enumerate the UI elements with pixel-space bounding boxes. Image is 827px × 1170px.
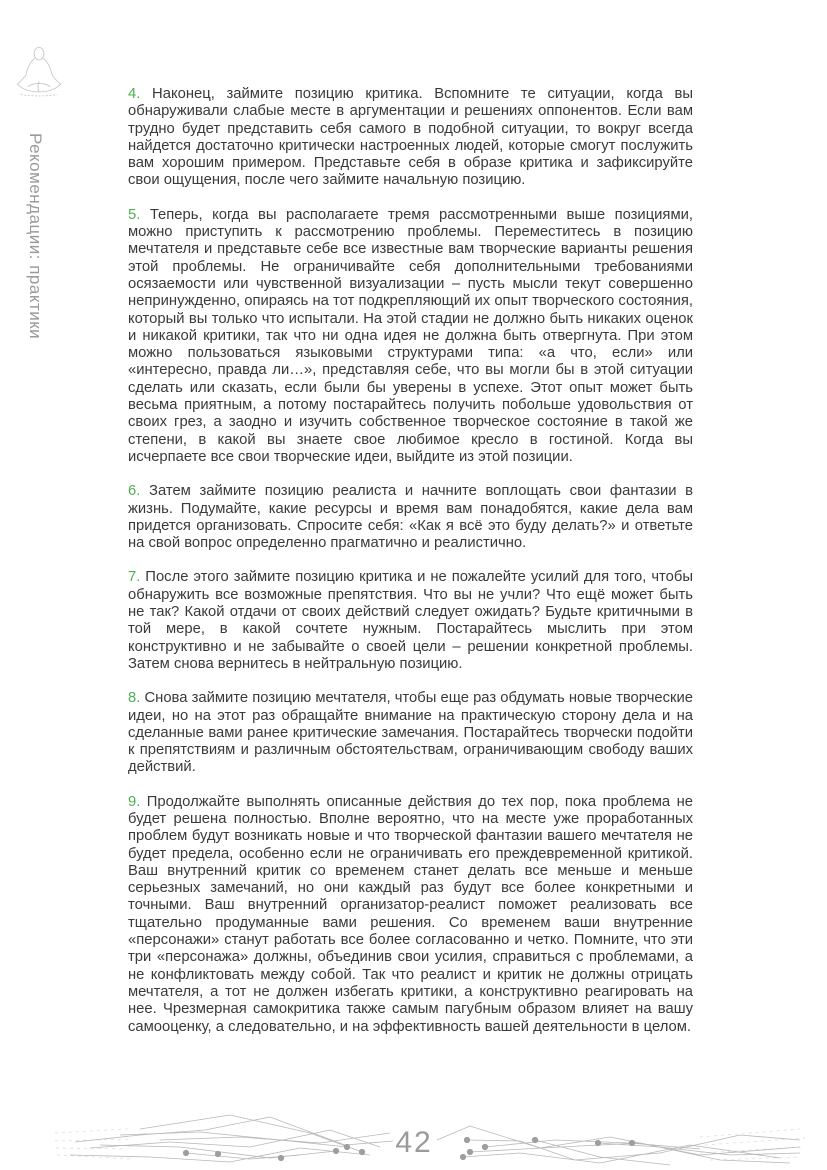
paragraph-number: 9. <box>128 793 141 810</box>
paragraph-number: 8. <box>128 690 141 707</box>
paragraph <box>128 207 693 466</box>
paragraph-number: 6. <box>128 483 141 500</box>
paragraph-number: 7. <box>128 569 141 586</box>
paragraph <box>128 86 693 190</box>
paragraph-text: Наконец, займите позицию критика. Вспомните те ситуации, когда вы обнаруживали слабые месте в аргументации и решениях оппонентов. Если вам трудно будет представить себя самого в подобной ситуации, то вокруг всегда найдется достаточно критически настроенных людей, которые смогут послужить вам хорошим примером. Представьте себя в образе критика и зафиксируйте свои ощущения, после чего займите начальную позицию. <box>128 86 693 189</box>
paragraph <box>128 483 693 552</box>
paragraph-number: 4. <box>128 86 141 102</box>
meditation-icon <box>12 44 66 102</box>
paragraph <box>128 794 693 1036</box>
paragraph <box>128 690 693 776</box>
paragraph-text: Продолжайте выполнять описанные действия до тех пор, пока проблема не будет решена полностью. Вполне вероятно, что на месте уже проработанных проблем будут возникать новые и что творческой фантазии вашего мечтателя не будет предела, особенно если не ограничивать его преждевременной критикой. Ваш внутренний критик со временем станет делать все меньше и меньше серьезных замечаний, но они каждый раз будут все более конкретными и точными. Ваш внутренний организатор-реалист поможет реализовать все тщательно продуманные вами решения. Со временем ваши внутренние «персонажи» станут работать все более согласованно и четко. Помните, что эти три «персонажа» должны, объединив свои усилия, справиться с проблемами, а не конфликтовать между собой. Так что реалист и критик не должны отрицать мечтателя, а тот не должен избегать критики, а конструктивно реагировать на нее. Чрезмерная самокритика также самым пагубным образом влияет на вашу самооценку, а следовательно, и на эффективность вашей деятельности в целом. <box>128 793 693 1035</box>
paragraph <box>128 569 693 673</box>
paragraph-number: 5. <box>128 206 141 223</box>
paragraph-text: Затем займите позицию реалиста и начните воплощать свои фантазии в жизнь. Подумайте, какие ресурсы и время вам понадобятся, какие дела вам придется организовать. Спросите себя: «Как я всё это буду делать?» и ответьте на свой вопрос определенно прагматично и реалистично. <box>128 483 693 552</box>
paragraph-text: Теперь, когда вы располагаете тремя рассмотренными выше позициями, можно приступить к рассмотрению проблемы. Переместитесь в позицию мечтателя и представьте себе все известные вам творческие варианты решения этой проблемы. Не ограничивайте себя дополнительными требованиями осязаемости или чувственной визуализации – пусть мысли текут совершенно непринужденно, опираясь на тот подкрепляющий их опыт творческого состояния, который вы только что испытали. На этой стадии не должно быть никаких оценок и никакой критики, так что ни одна идея не должна быть отвергнута. При этом можно пользоваться языковыми структурами типа: «а что, если» или «интересно, правда ли…», представляя себе, что вы могли бы в этой ситуации сделать или сказать, если были бы уверены в успехе. Этот опыт может быть весьма приятным, а потому постарайтесь получить побольше удовольствия от своих грез, а заодно и изучить собственное творческое состояние в такой же степени, в какой вы знаете свое любимое кресло в гостиной. Когда вы исчерпаете все свои творческие идеи, выйдите из этой позиции. <box>128 206 693 465</box>
chapter-label: Рекомендации: практики <box>26 133 45 340</box>
paragraph-text: Снова займите позицию мечтателя, чтобы еще раз обдумать новые творческие идеи, но на этот раз обращайте внимание на практическую сторону дела и на сделанные вами ранее критические замечания. Постарайтесь творчески подойти к препятствиям и различным обстоятельствам, ограничивающим свободу ваших действий. <box>128 690 693 776</box>
page-number: 42 <box>395 1126 433 1159</box>
paragraphs-container <box>128 86 693 1053</box>
paragraph-text: После этого займите позицию критика и не пожалейте усилий для того, чтобы обнаружить все возможные препятствия. Что вы не учли? Что ещё может быть не так? Какой отдачи от своих действий следует ожидать? Будьте критичными в той мере, в какой сочтете нужным. Постарайтесь мыслить при этом конструктивно и не забывайте о своей цели – решении конкретной проблемы. Затем снова вернитесь в нейтральную позицию. <box>128 569 693 672</box>
